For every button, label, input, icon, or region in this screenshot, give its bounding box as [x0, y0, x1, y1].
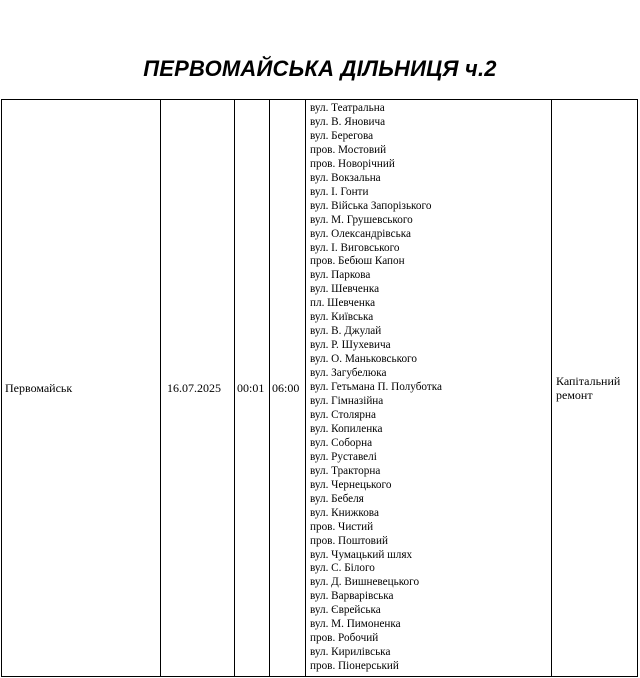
outage-table	[1, 99, 638, 677]
street-item: пл. Шевченка	[310, 297, 376, 310]
street-item: вул. Театральна	[310, 102, 385, 114]
date-cell	[161, 100, 235, 676]
street-item: вул. Олександрівська	[310, 227, 411, 240]
street-item: вул. Д. Вишневецького	[310, 576, 420, 589]
street-item: вул. Книжкова	[310, 506, 379, 519]
street-item: вул. Варварівська	[310, 590, 394, 603]
street-item: вул. І. Виговського	[310, 241, 400, 254]
street-item: пров. Чистий	[310, 520, 374, 533]
locality-text: Первомайськ	[5, 381, 73, 395]
street-item: вул. В. Яновича	[310, 115, 386, 128]
street-item: пров. Робочий	[310, 632, 379, 645]
reason-text: Капітальний ремонт	[556, 374, 621, 402]
street-item: вул. М. Грушевського	[310, 213, 413, 226]
street-item: пров. Поштовий	[310, 534, 388, 547]
time-start-text: 00:01	[237, 381, 265, 395]
date-text: 16.07.2025	[167, 381, 221, 395]
street-item: вул. Кирилівська	[310, 646, 391, 659]
reason-cell	[552, 100, 637, 676]
street-item: вул. Війська Запорізького	[310, 199, 432, 212]
street-item: вул. Берегова	[310, 129, 374, 142]
street-item: пров. Піонерський	[310, 660, 399, 673]
time-start-cell	[235, 100, 270, 676]
street-item: вул. Гімназійна	[310, 395, 384, 408]
street-item: вул. Київська	[310, 311, 374, 324]
time-end-cell	[270, 100, 306, 676]
street-item: вул. Вокзальна	[310, 171, 381, 184]
street-item: вул. Столярна	[310, 408, 376, 421]
street-item: вул. Шевченка	[310, 283, 380, 296]
street-item: вул. І. Гонти	[310, 185, 369, 198]
streets-list	[306, 100, 551, 674]
street-item: вул. Гетьмана П. Полуботка	[310, 381, 442, 394]
street-item: вул. Р. Шухевича	[310, 339, 391, 352]
street-item: вул. В. Джулай	[310, 325, 382, 338]
street-item: пров. Бебюш Капон	[310, 255, 405, 268]
street-item: вул. Загубелюка	[310, 367, 387, 380]
locality-cell	[2, 100, 161, 676]
time-end-text: 06:00	[272, 381, 300, 395]
streets-cell	[306, 100, 552, 676]
street-item: вул. С. Білого	[310, 562, 375, 575]
street-item: вул. Паркова	[310, 269, 371, 282]
street-item: вул. Копиленка	[310, 422, 383, 435]
street-item: вул. Чумацький шлях	[310, 548, 413, 561]
street-item: пров. Новорічний	[310, 157, 395, 170]
street-item: пров. Мостовий	[310, 143, 387, 156]
street-item: вул. Єврейська	[310, 604, 381, 617]
street-item: вул. М. Пимоненка	[310, 618, 401, 631]
street-item: вул. Руставелі	[310, 450, 377, 463]
street-item: вул. Чернецького	[310, 478, 392, 491]
street-item: вул. Бебеля	[310, 492, 364, 505]
street-item: вул. Тракторна	[310, 464, 381, 477]
street-item: вул. О. Маньковського	[310, 353, 417, 366]
page-title: ПЕРВОМАЙСЬКА ДІЛЬНИЦЯ ч.2	[143, 56, 497, 81]
street-item: вул. Соборна	[310, 436, 373, 449]
